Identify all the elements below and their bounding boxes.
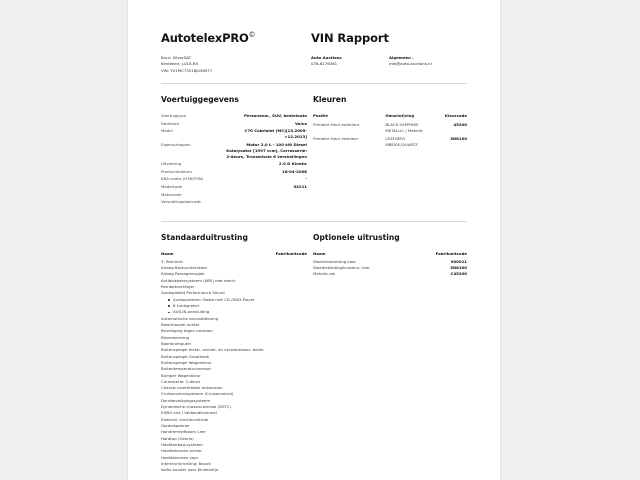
contact-block [311,55,467,68]
option-name: Metallic-lak [313,271,336,277]
colors-table-header [313,113,467,121]
list-item: Hoofdsteunen achter [161,448,203,454]
list-item: Bumper Wagenkleur [161,372,201,378]
list-item: Boordcomputer [161,340,192,346]
brand-name: AutotelexPRO [161,31,249,45]
column-header-description: Omschrijving [385,112,415,118]
contact-detail: info@auto-auctions.nl [389,61,432,67]
detail-label: Eigenschappen [161,141,191,147]
vehicle-details-list [161,113,307,205]
detail-label: Productiedatum [161,168,192,174]
color-code: 5D8100 [450,135,467,141]
list-item: Airbag Bestuurderskant [161,264,208,270]
equipment-section [161,233,467,474]
colors-table [313,113,467,148]
optional-equipment-title: Optionele uitrusting [313,232,400,242]
meta-source: Bron: SilverDAT [161,55,192,60]
detail-row [161,128,307,140]
option-code: 000011 [450,258,467,264]
list-item: Bekerhouder achter [161,321,200,327]
column-header-position: Positie [313,112,329,118]
contact-name: Auto Auctions [311,55,342,60]
page-title: VIN Rapport [311,31,389,45]
column-header-code: Fabrikantcode [435,250,467,256]
detail-label: Model [161,128,173,134]
detail-row [161,121,307,127]
detail-label: Fabrikant [161,120,179,126]
meta-vin: VIN: YV1MC75518J056977 [161,67,213,73]
detail-value: 54211 [293,183,307,189]
sub-list-item: AUX-IN-aansluiting [168,309,307,315]
list-item: 3. Remlicht [161,258,183,264]
detail-label: Modelcode [161,183,183,189]
detail-label: KBA codes (HSN/TSN) [161,176,204,182]
option-name: Stoelverwarming voor [313,258,356,264]
list-item: Rembekrachtiger [161,283,195,289]
list-item: Audiopakket Performance Sound [161,290,225,296]
list-item: Carrosserie: 2-deurs [161,378,201,384]
detail-row [161,176,307,182]
list-item: Hoofdsteunen voor [161,454,199,460]
list-item: EHBO-kist / Verbandtrommel [161,410,217,416]
table-row [313,271,467,277]
option-name: Stoelbekleding/kussens: Leer [313,264,370,270]
list-item: Bijverwarming [161,334,190,340]
table-row [313,135,467,149]
audio-sub-list [161,297,307,316]
document-header [161,0,467,74]
color-description: BLACK SAPPHIRE METALLIC / Metallic [385,121,423,133]
list-item: Antiblokkeersysteem (ABS) met electr. [161,277,237,283]
standard-equipment-column [161,233,313,474]
detail-value: C70 Cabriolet (MC)[13.2005->12.2013] [244,128,307,140]
vehicle-details-column [161,95,313,207]
list-item: Automatische airconditioning [161,315,219,321]
list-item-group [161,297,307,316]
list-item: Cruisecontrolsysteem (Cruisecontrol) [161,391,234,397]
list-item: Chassis comfortabel ontworpen [161,385,223,391]
header-right-column [311,31,467,74]
detail-value: 2.0 D Kinetic [278,161,307,167]
list-item: Gordelspanner [161,423,190,429]
optional-equipment-list [313,259,467,278]
standard-equipment-list [161,259,307,474]
contact-detail: 078-6176361 [311,61,338,67]
standard-equipment-header [161,251,307,256]
colors-column [313,95,467,207]
color-description: LEATHER2 MBEIGE/QUARTZ [385,135,418,147]
header-divider [161,83,467,84]
header-left-column [161,31,311,74]
detail-value: 18-04-2008 [282,168,307,174]
option-code: 5D8100 [450,264,467,270]
color-position: Primaire kleur interieur [313,135,359,141]
list-item: Buitenspiegel Groothoek [161,353,210,359]
list-item: Buitentemperatuursensor [161,366,212,372]
table-row [313,121,467,135]
contact-item [311,55,389,68]
details-section [161,95,467,207]
detail-label: Versnellingsbakcode [161,199,201,205]
detail-value: Motor 2,0 L - 100 kW Diesel Katalysator [1997 ccm], Carrosserie: 2-deurs, Transmissie 6 versnellingen [226,141,307,159]
contact-item [389,55,467,68]
column-header-code: Kleurcode [444,112,467,118]
standard-equipment-title: Standaarduitrusting [161,232,248,242]
color-position: Primaire kleur exterieur [313,121,360,127]
option-code: C45200 [450,271,467,277]
column-header-code: Fabrikantcode [275,250,307,256]
detail-value: - [305,176,307,182]
detail-row [161,113,307,119]
report-page [128,0,500,480]
contact-name: Algemeen . [389,55,414,60]
sub-list-item: 6 Luidspreker [168,303,307,309]
list-item: Airbag Passagierszijde [161,271,205,277]
colors-section-title: Kleuren [313,94,347,104]
column-header-name: Naam [161,250,174,256]
list-item: Deurbeveiligingssysteem [161,397,211,403]
color-code: 45200 [453,121,467,127]
detail-label: Uitvoering [161,161,182,167]
detail-row [161,161,307,167]
detail-label: Voertuigtype [161,112,186,118]
detail-value [223,192,307,198]
list-item: Hoofdairbag-systeem [161,442,203,448]
detail-row [161,192,307,198]
detail-row [161,184,307,190]
list-item: Dynamische chassiscontrole (DSTC) [161,404,231,410]
copyright-icon: © [248,31,256,40]
section-divider [161,221,467,222]
list-item: Handremhefboom Leer [161,429,206,435]
list-item: Interieurinrichting: Bauxit [161,461,212,467]
detail-row [161,199,307,205]
list-item: Elektron. tractiecontrole [161,416,209,422]
column-header-name: Naam [313,250,326,256]
detail-label: Motorcode [161,191,182,197]
sub-list-item: Audiosysteem: Radio met CD-/DVD-Player [168,297,307,303]
list-item: Isofix-houder voor Kinderzitje [161,467,219,473]
meta-license-plate: Kenteken: J-018-RX [161,61,199,67]
list-item: Buitenspiegel elektr. verstel- en verwarmbaar, beide [161,347,264,353]
list-item: Hardtop (Cabrio) [161,435,194,441]
detail-row [161,169,307,175]
list-item: Buitenspiegel Wagenkleur [161,359,212,365]
list-item: Beveiliging tegen omslaan [161,328,213,334]
detail-value: Personenw., SUV, bestelauto [243,112,307,118]
detail-value: Volvo [294,120,307,126]
vehicle-meta [161,55,311,74]
optional-equipment-header [313,251,467,256]
brand-title [161,31,311,45]
detail-row [161,142,307,160]
vehicle-section-title: Voertuiggegevens [161,94,239,104]
optional-equipment-column [313,233,467,474]
detail-value [223,199,307,205]
